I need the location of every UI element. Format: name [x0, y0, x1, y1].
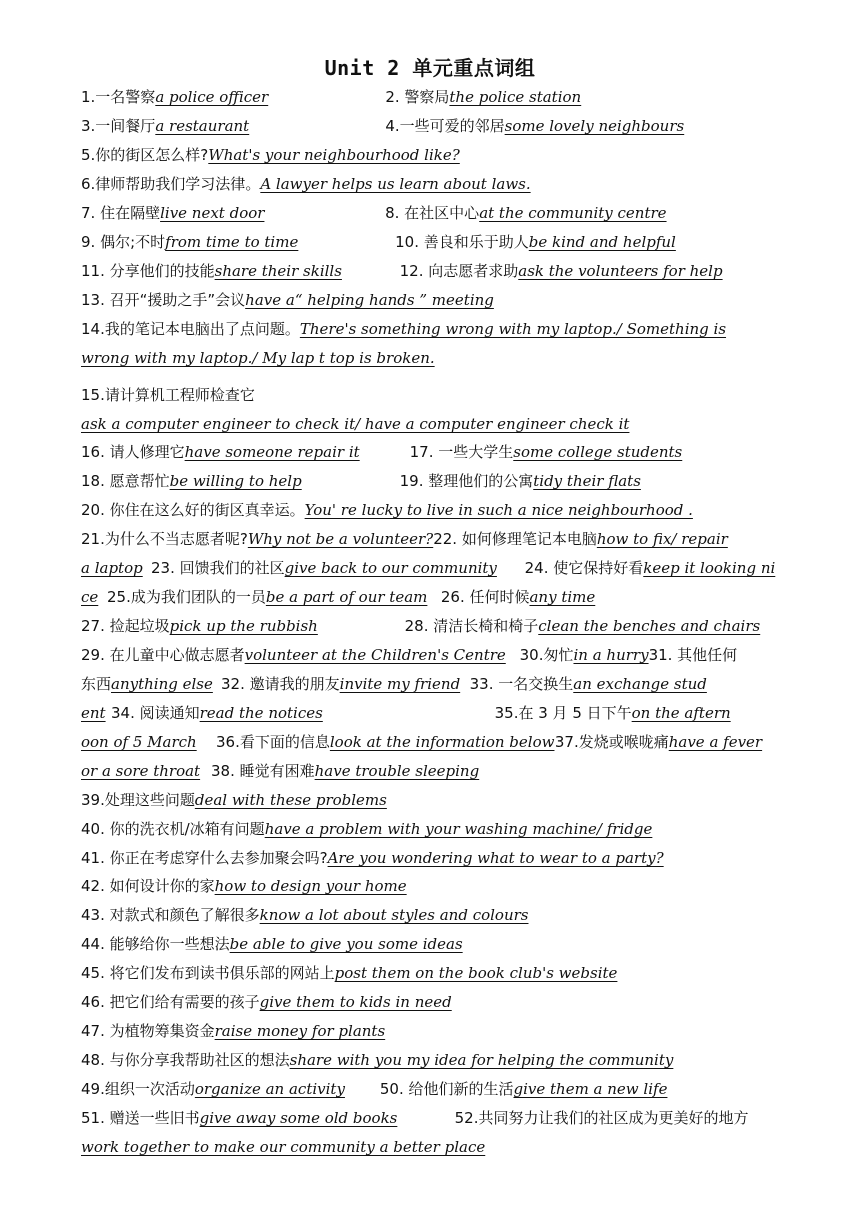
phrase-english-answer: some college students: [513, 443, 683, 461]
phrase-english-answer: some lovely neighbours: [504, 117, 685, 135]
phrase-english-answer: or a sore throat: [81, 762, 201, 780]
phrase-english-answer: ce: [81, 588, 99, 606]
phrase-english-answer: share their skills: [214, 262, 342, 280]
phrase-english-answer: raise money for plants: [214, 1022, 386, 1040]
phrase-english-answer: Why not be a volunteer?: [247, 530, 434, 548]
phrase-chinese: 1.一名警察: [81, 88, 156, 106]
phrase-line: [81, 500, 770, 520]
phrase-english-answer: A lawyer helps us learn about laws.: [260, 175, 531, 193]
phrase-english-answer: ent: [81, 704, 106, 722]
phrase-english-answer: from time to time: [165, 233, 299, 251]
phrase-english-answer: have a“ helping hands ” meeting: [245, 291, 494, 309]
phrase-english-answer: have trouble sleeping: [314, 762, 480, 780]
phrase-line: [81, 616, 760, 636]
page-title: Unit 2 单元重点词组: [324, 56, 536, 80]
phrase-chinese: 6.律师帮助我们学习法律。: [81, 175, 261, 193]
phrase-english-answer: There's something wrong with my laptop./ Something is: [299, 320, 727, 338]
phrase-chinese: 东西: [81, 675, 112, 693]
phrase-english-answer: an exchange stud: [573, 675, 707, 693]
phrase-chinese: 10. 善良和乐于助人: [395, 233, 529, 251]
phrase-english-answer: deal with these problems: [194, 791, 387, 809]
phrase-chinese: 11. 分享他们的技能: [81, 262, 215, 280]
phrase-chinese: 5.你的街区怎么样?: [81, 146, 209, 164]
phrase-english-answer: give back to our community: [284, 559, 497, 577]
phrase-english-answer: invite my friend: [339, 675, 461, 693]
phrase-line: [81, 414, 746, 434]
phrase-line: [81, 471, 738, 491]
phrase-english-answer: live next door: [160, 204, 265, 222]
phrase-english-answer: have a fever: [668, 733, 763, 751]
phrase-english-answer: know a lot about styles and colours: [259, 906, 529, 924]
phrase-chinese: 2. 警察局: [385, 88, 450, 106]
phrase-english-answer: any time: [529, 588, 596, 606]
phrase-line: [81, 732, 769, 752]
phrase-line: [81, 290, 720, 310]
phrase-line: [81, 587, 739, 607]
phrase-english-answer: Are you wondering what to wear to a party?: [327, 849, 664, 867]
phrase-chinese: 23. 回馈我们的社区: [151, 559, 285, 577]
phrase-chinese: 13. 召开“援助之手”会议: [81, 291, 246, 309]
phrase-english-answer: oon of 5 March: [81, 733, 197, 751]
phrase-chinese: 14.我的笔记本电脑出了点问题。: [81, 320, 300, 338]
phrase-line: [81, 1108, 748, 1128]
phrase-english-answer: read the notices: [199, 704, 323, 722]
phrase-english-answer: What's your neighbourhood like?: [208, 146, 460, 164]
phrase-chinese: 4.一些可爱的邻居: [385, 117, 505, 135]
phrase-chinese: 43. 对款式和颜色了解很多: [81, 906, 260, 924]
phrase-chinese: 19. 整理他们的公寓: [399, 472, 534, 490]
phrase-english-answer: a laptop: [81, 559, 143, 577]
phrase-line: [81, 876, 620, 896]
phrase-chinese: 36.看下面的信息: [216, 733, 330, 751]
phrase-line: [81, 442, 723, 462]
phrase-line: [81, 963, 775, 983]
phrase-english-answer: in a hurry: [573, 646, 649, 664]
phrase-line: [81, 1137, 501, 1157]
phrase-english-answer: at the community centre: [479, 204, 667, 222]
phrase-chinese: 47. 为植物筹集资金: [81, 1022, 215, 1040]
phrase-chinese: 29. 在儿童中心做志愿者: [81, 646, 245, 664]
phrase-english-answer: pick up the rubbish: [169, 617, 318, 635]
phrase-chinese: 21.为什么不当志愿者呢?: [81, 530, 248, 548]
phrase-english-answer: You' re lucky to live in such a nice neighbourhood .: [304, 501, 693, 519]
phrase-chinese: 26. 任何时候: [440, 588, 530, 606]
phrase-english-answer: the police station: [449, 88, 582, 106]
phrase-line: [81, 261, 738, 281]
phrase-chinese: 44. 能够给你一些想法: [81, 935, 230, 953]
phrase-line: [81, 145, 703, 165]
phrase-line: [81, 174, 725, 194]
phrase-english-answer: share with you my idea for helping the community: [289, 1051, 674, 1069]
phrase-chinese: 28. 清洁长椅和椅子: [404, 617, 539, 635]
phrase-english-answer: how to fix/ repair: [596, 530, 728, 548]
phrase-english-answer: ask a computer engineer to check it/ have a computer engineer check it: [81, 415, 630, 433]
phrase-chinese: 40. 你的洗衣机/冰箱有问题: [81, 820, 265, 838]
phrase-english-answer: keep it looking ni: [643, 559, 776, 577]
phrase-line: [81, 385, 255, 405]
phrase-english-answer: how to design your home: [214, 877, 407, 895]
phrase-line: [81, 848, 763, 868]
phrase-english-answer: clean the benches and chairs: [538, 617, 761, 635]
phrase-chinese: 22. 如何修理笔记本电脑: [433, 530, 597, 548]
phrase-chinese: 37.发烧或喉咙痛: [554, 733, 669, 751]
phrase-line: [81, 761, 535, 781]
phrase-chinese: 25.成为我们团队的一员: [107, 588, 266, 606]
phrase-chinese: 50. 给他们新的生活: [379, 1080, 514, 1098]
phrase-line: [81, 905, 735, 925]
phrase-chinese: 3.一间餐厅: [81, 117, 156, 135]
phrase-chinese: 48. 与你分享我帮助社区的想法: [81, 1051, 290, 1069]
phrase-english-answer: wrong with my laptop./ My lap t top is broken.: [81, 349, 435, 367]
phrase-line: [81, 203, 704, 223]
phrase-english-answer: have someone repair it: [184, 443, 360, 461]
phrase-chinese: 34. 阅读通知: [111, 704, 200, 722]
phrase-chinese: 45. 将它们发布到读书俱乐部的网站上: [81, 964, 335, 982]
phrase-english-answer: post them on the book club's website: [334, 964, 618, 982]
phrase-english-answer: volunteer at the Children's Centre: [244, 646, 506, 664]
phrase-chinese: 49.组织一次活动: [81, 1080, 195, 1098]
phrase-chinese: 30.匆忙: [519, 646, 574, 664]
phrase-chinese: 38. 睡觉有困难: [211, 762, 315, 780]
phrase-chinese: 17. 一些大学生: [409, 443, 514, 461]
phrase-chinese: 12. 向志愿者求助: [399, 262, 519, 280]
phrase-english-answer: on the aftern: [631, 704, 731, 722]
phrase-line: [81, 790, 410, 810]
phrase-line: [81, 674, 708, 694]
phrase-english-answer: be kind and helpful: [528, 233, 676, 251]
phrase-chinese: 52.共同努力让我们的社区成为更美好的地方: [454, 1109, 749, 1127]
phrase-chinese: 46. 把它们给有需要的孩子: [81, 993, 260, 1011]
phrase-english-answer: be able to give you some ideas: [229, 935, 463, 953]
phrase-english-answer: give away some old books: [199, 1109, 398, 1127]
phrase-line: [81, 1021, 675, 1041]
phrase-chinese: 9. 偶尔;不时: [81, 233, 166, 251]
phrase-chinese: 41. 你正在考虑穿什么去参加聚会吗?: [81, 849, 328, 867]
phrase-chinese: 24. 使它保持好看: [524, 559, 644, 577]
phrase-line: [81, 232, 719, 252]
phrase-line: [81, 558, 778, 578]
phrase-line: [81, 529, 747, 549]
phrase-chinese: 7. 住在隔壁: [81, 204, 161, 222]
phrase-chinese: 27. 捡起垃圾: [81, 617, 170, 635]
phrase-line: [81, 992, 695, 1012]
phrase-english-answer: ask the volunteers for help: [518, 262, 723, 280]
phrase-line: [81, 1079, 713, 1099]
phrase-line: [81, 348, 451, 368]
phrase-english-answer: be willing to help: [169, 472, 302, 490]
phrase-chinese: 31. 其他任何: [648, 646, 738, 664]
phrase-chinese: 39.处理这些问题: [81, 791, 195, 809]
phrase-english-answer: work together to make our community a better place: [81, 1138, 486, 1156]
phrase-line: [81, 319, 750, 339]
phrase-chinese: 32. 邀请我的朋友: [221, 675, 340, 693]
phrase-english-answer: be a part of our team: [265, 588, 428, 606]
phrase-english-answer: tidy their flats: [533, 472, 641, 490]
phrase-chinese: 42. 如何设计你的家: [81, 877, 215, 895]
phrase-english-answer: anything else: [111, 675, 213, 693]
phrase-line: [81, 116, 695, 136]
phrase-chinese: 51. 赠送一些旧书: [81, 1109, 200, 1127]
phrase-line: [81, 1050, 765, 1070]
phrase-chinese: 35.在 3 月 5 日下午: [494, 704, 632, 722]
phrase-chinese: 20. 你住在这么好的街区真幸运。: [81, 501, 305, 519]
phrase-english-answer: a police officer: [155, 88, 269, 106]
phrase-english-answer: look at the information below: [329, 733, 555, 751]
phrase-chinese: 8. 在社区中心: [385, 204, 480, 222]
phrase-line: [81, 934, 710, 954]
phrase-line: [81, 87, 699, 107]
phrase-chinese: 15.请计算机工程师检查它: [81, 386, 255, 404]
phrase-chinese: 33. 一名交换生: [469, 675, 574, 693]
phrase-chinese: 18. 愿意帮忙: [81, 472, 170, 490]
phrase-english-answer: have a problem with your washing machine/ fridge: [264, 820, 653, 838]
phrase-english-answer: give them to kids in need: [259, 993, 452, 1011]
phrase-line: [81, 645, 737, 665]
phrase-line: [81, 703, 782, 723]
phrase-english-answer: a restaurant: [155, 117, 250, 135]
phrase-line: [81, 819, 765, 839]
phrase-chinese: 16. 请人修理它: [81, 443, 185, 461]
phrase-english-answer: give them a new life: [513, 1080, 668, 1098]
phrase-english-answer: organize an activity: [194, 1080, 345, 1098]
